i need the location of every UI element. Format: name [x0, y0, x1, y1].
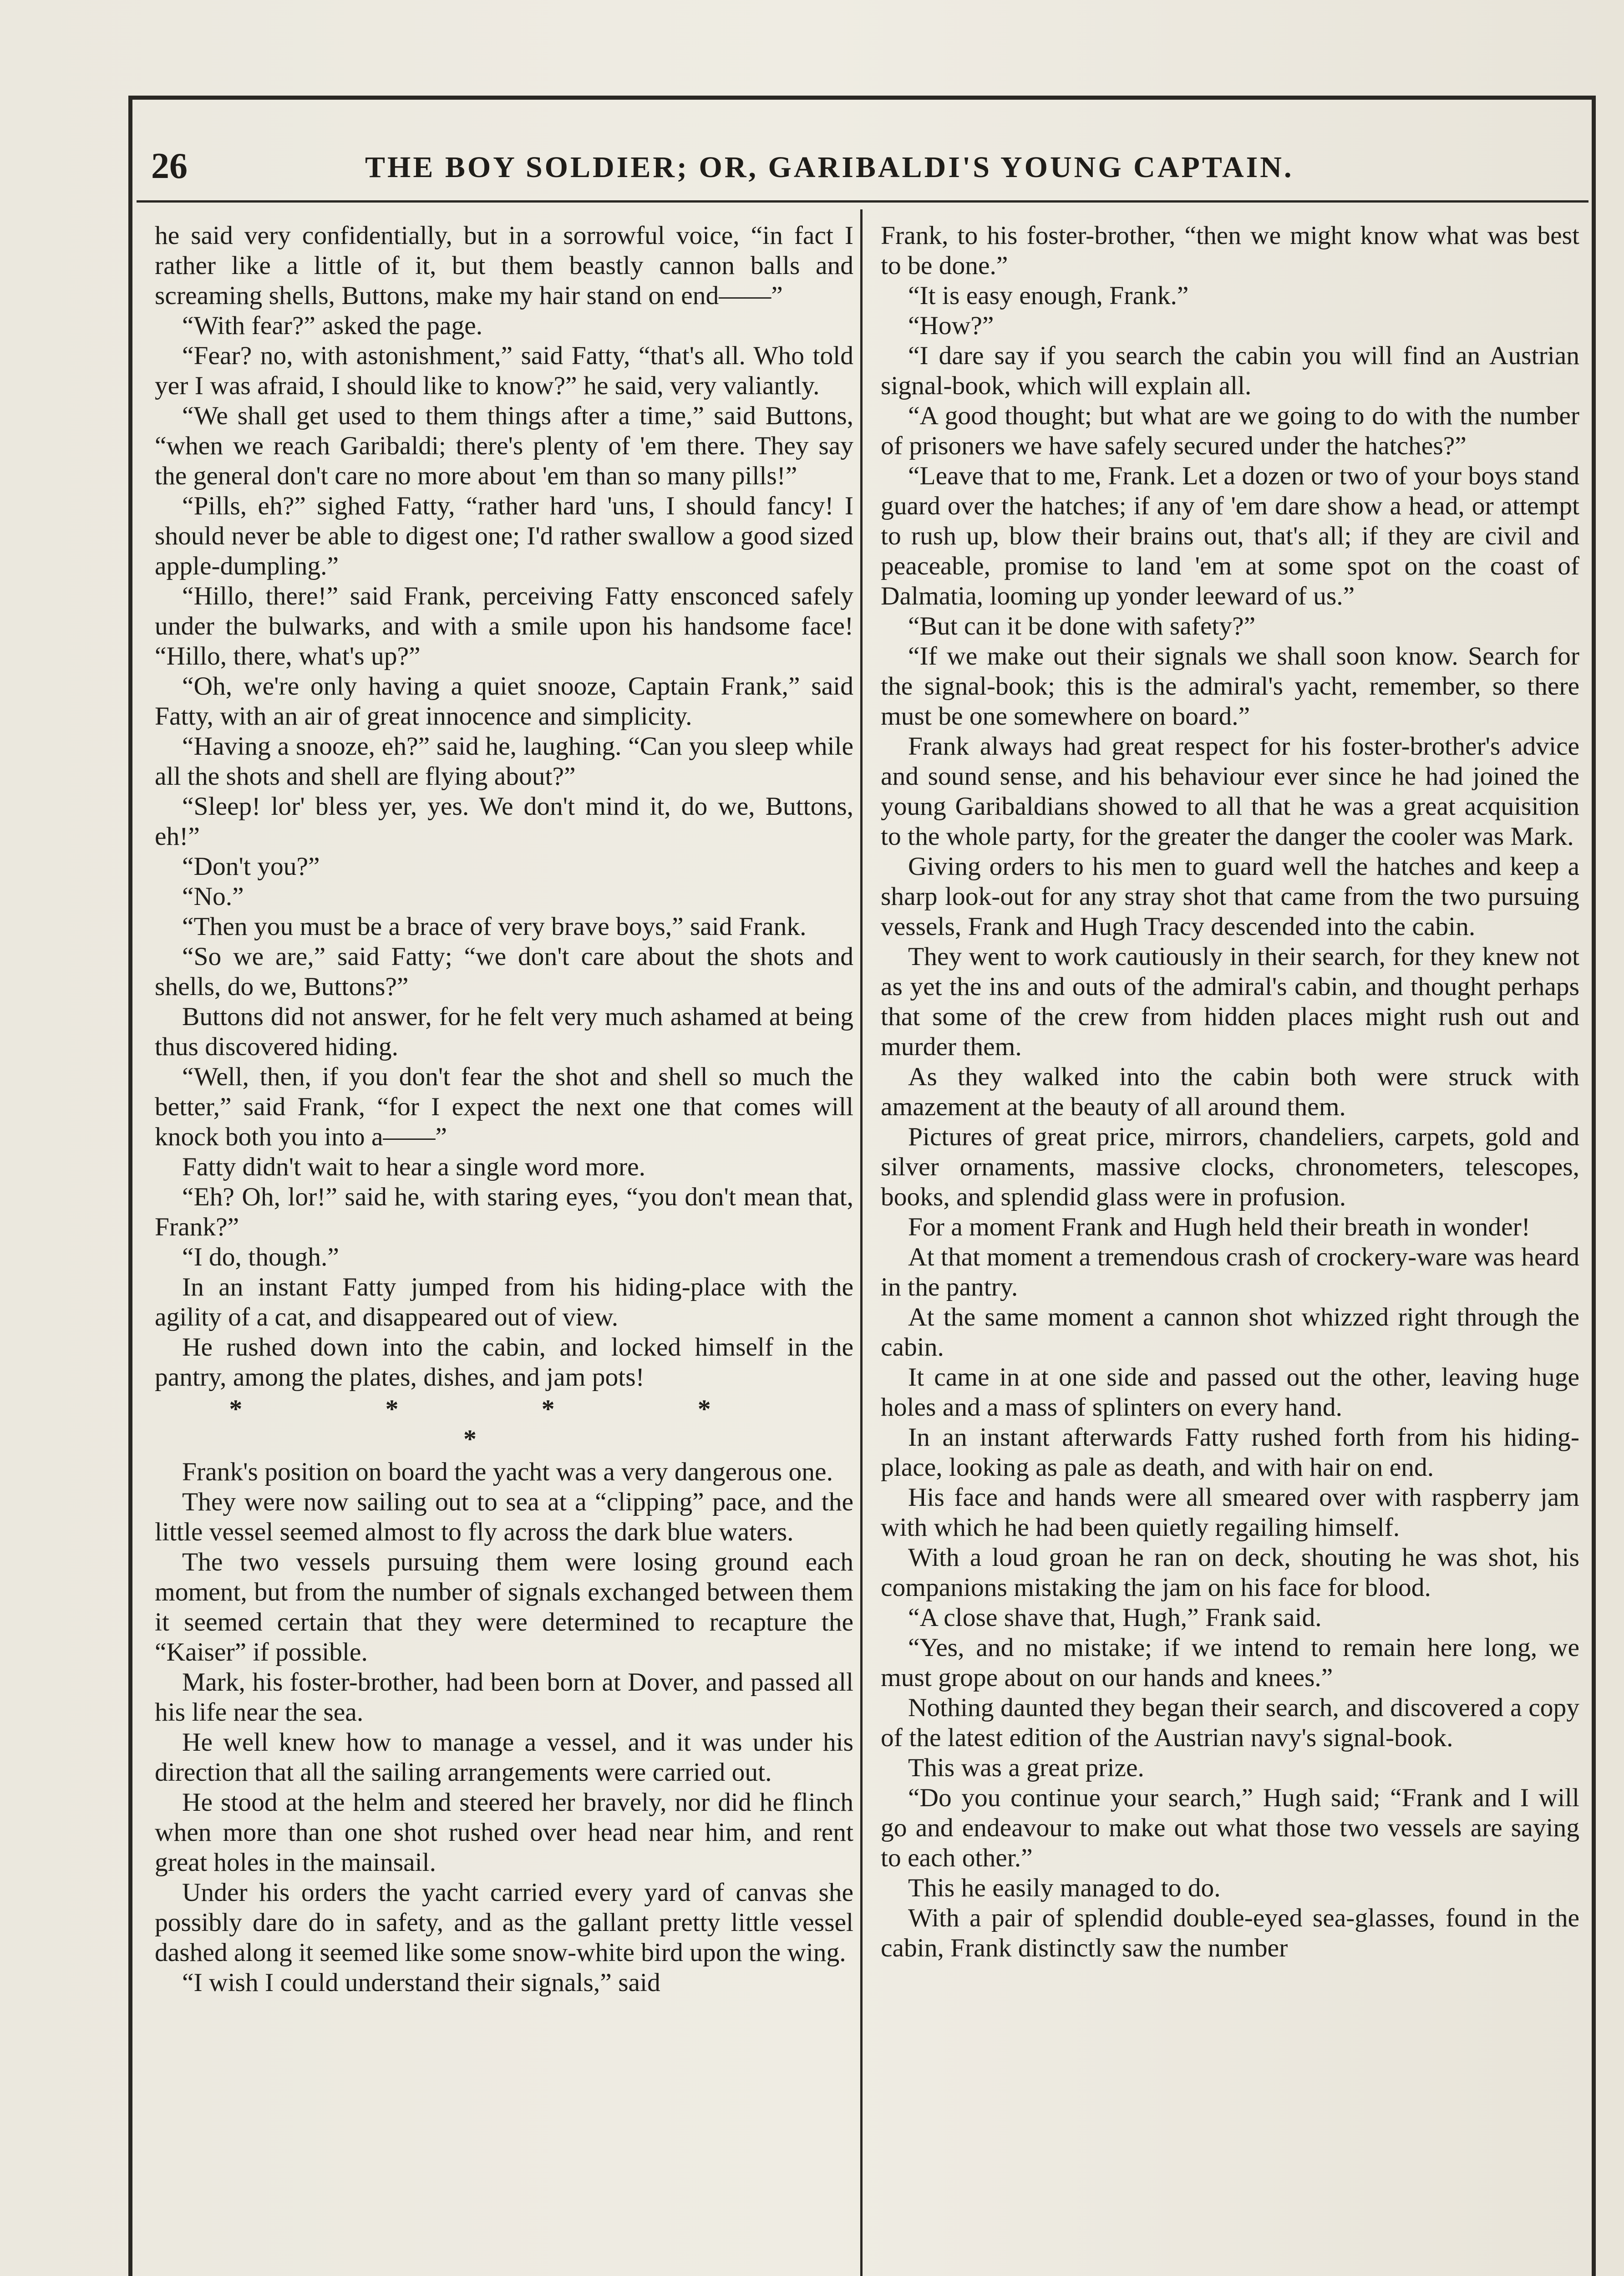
paragraph: Frank, to his foster-brother, “then we might know what was best to be done.” [881, 221, 1579, 280]
paragraph: At the same moment a cannon shot whizzed right through the cabin. [881, 1303, 1579, 1362]
running-title: THE BOY SOLDIER; OR, GARIBALDI'S YOUNG CAPTAIN. [365, 151, 1294, 184]
paragraph: “With fear?” asked the page. [182, 311, 483, 340]
paragraph: Fatty didn't wait to hear a single word more. [182, 1153, 645, 1181]
paragraph: “Yes, and no mistake; if we intend to remain here long, we must grope about on our hands and knees.” [881, 1633, 1579, 1692]
paragraph: It came in at one side and passed out the other, leaving huge holes and a mass of splinters on every hand. [881, 1363, 1579, 1422]
paragraph: He well knew how to manage a vessel, and it was under his direction that all the sailing arrangements were carried out. [155, 1728, 853, 1787]
header-rule [137, 200, 1588, 203]
paragraph: “Leave that to me, Frank. Let a dozen or two of your boys stand guard over the hatches; if any of 'em dare show a head, or attempt to rush up, blow their brains out, that's all; if they are civil and peaceable, promise to land 'em at some spot on the coast of Dalmatia, looming up yonder leeward of us.” [881, 462, 1579, 610]
paragraph: Giving orders to his men to guard well the hatches and keep a sharp look-out for any stray shot that came from the two pursuing vessels, Frank and Hugh Tracy descended into the cabin. [881, 852, 1579, 941]
paragraph: “Then you must be a brace of very brave boys,” said Frank. [182, 912, 807, 941]
paragraph: “Fear? no, with astonishment,” said Fatty, “that's all. Who told yer I was afraid, I should like to know?” he said, very valiantly. [155, 341, 853, 400]
page-number: 26 [151, 146, 188, 186]
paragraph: “A good thought; but what are we going to do with the number of prisoners we have safely secured under the hatches?” [881, 401, 1579, 460]
paragraph: He stood at the helm and steered her bravely, nor did he flinch when more than one shot rushed over head near him, and rent great holes in the mainsail. [155, 1788, 853, 1877]
paragraph: They were now sailing out to sea at a “clipping” pace, and the little vessel seemed almost to fly across the dark blue waters. [155, 1488, 853, 1546]
paragraph: “Oh, we're only having a quiet snooze, Captain Frank,” said Fatty, with an air of great innocence and simplicity. [155, 672, 853, 731]
left-column [155, 221, 853, 2276]
paragraph: “But can it be done with safety?” [908, 612, 1256, 640]
paragraph: “Well, then, if you don't fear the shot and shell so much the better,” said Frank, “for I expect the next one that comes will knock both you into a——” [155, 1062, 853, 1151]
paragraph: With a loud groan he ran on deck, shouting he was shot, his companions mistaking the jam on his face for blood. [881, 1543, 1579, 1602]
paragraph: Buttons did not answer, for he felt very much ashamed at being thus discovered hiding. [155, 1002, 853, 1061]
paragraph: Mark, his foster-brother, had been born at Dover, and passed all his life near the sea. [155, 1668, 853, 1727]
section-break: * * * * * [229, 1395, 779, 1453]
paragraph: His face and hands were all smeared over with raspberry jam with which he had been quietly regailing himself. [881, 1483, 1579, 1542]
paragraph: This was a great prize. [908, 1753, 1144, 1782]
paragraph: With a pair of splendid double-eyed sea-glasses, found in the cabin, Frank distinctly saw the number [881, 1904, 1579, 1962]
paragraph: “Sleep! lor' bless yer, yes. We don't mind it, do we, Buttons, eh!” [155, 792, 853, 851]
paragraph: “Hillo, there!” said Frank, perceiving Fatty ensconced safely under the bulwarks, and with a smile upon his handsome face! “Hillo, there, what's up?” [155, 582, 853, 671]
paragraph: “We shall get used to them things after a time,” said Buttons, “when we reach Garibaldi; there's plenty of 'em there. They say the general don't care no more about 'em than so many pills!” [155, 401, 853, 490]
paragraph: “I wish I could understand their signals,” said [182, 1968, 660, 1997]
column-divider [860, 209, 863, 2276]
paragraph: “Do you continue your search,” Hugh said; “Frank and I will go and endeavour to make out what those two vessels are saying to each other.” [881, 1783, 1579, 1872]
paragraph: “How?” [908, 311, 994, 340]
paragraph: Frank always had great respect for his foster-brother's advice and sound sense, and his behaviour ever since he had joined the young Garibaldians showed to all that he was a great acquisition to the whole party, for the greater the danger the cooler was Mark. [881, 732, 1579, 851]
paragraph: “Pills, eh?” sighed Fatty, “rather hard 'uns, I should fancy! I should never be able to digest one; I'd rather swallow a good sized apple-dumpling.” [155, 492, 853, 580]
paragraph: They went to work cautiously in their search, for they knew not as yet the ins and outs of the admiral's cabin, and thought perhaps that some of the crew from hidden places might rush out and murder them. [881, 942, 1579, 1061]
paragraph: he said very confidentially, but in a sorrowful voice, “in fact I rather like a little of it, but them beastly cannon balls and screaming shells, Buttons, make my hair stand on end——” [155, 221, 853, 310]
paragraph: As they walked into the cabin both were struck with amazement at the beauty of all around them. [881, 1062, 1579, 1121]
paragraph: “No.” [182, 882, 244, 911]
paragraph: “So we are,” said Fatty; “we don't care about the shots and shells, do we, Buttons?” [155, 942, 853, 1001]
paragraph: “Don't you?” [182, 852, 320, 881]
paragraph: “I dare say if you search the cabin you will find an Austrian signal-book, which will explain all. [881, 341, 1579, 400]
paragraph: He rushed down into the cabin, and locked himself in the pantry, among the plates, dishes, and jam pots! [155, 1333, 853, 1392]
right-column [881, 221, 1579, 2276]
paragraph: At that moment a tremendous crash of crockery-ware was heard in the pantry. [881, 1243, 1579, 1301]
paragraph: In an instant afterwards Fatty rushed forth from his hiding-place, looking as pale as death, and with hair on end. [881, 1423, 1579, 1482]
paragraph: For a moment Frank and Hugh held their breath in wonder! [908, 1213, 1530, 1241]
paragraph: “Having a snooze, eh?” said he, laughing. “Can you sleep while all the shots and shell are flying about?” [155, 732, 853, 791]
paragraph: Under his orders the yacht carried every yard of canvas she possibly dare do in safety, and as the gallant pretty little vessel dashed along it seemed like some snow-white bird upon the wing. [155, 1878, 853, 1967]
paragraph: Nothing daunted they began their search, and discovered a copy of the latest edition of the Austrian navy's signal-book. [881, 1693, 1579, 1752]
paragraph: Frank's position on board the yacht was a very dangerous one. [182, 1458, 833, 1486]
paragraph: This he easily managed to do. [908, 1874, 1221, 1902]
paragraph: In an instant Fatty jumped from his hiding-place with the agility of a cat, and disappeared out of view. [155, 1273, 853, 1331]
paragraph: “I do, though.” [182, 1243, 339, 1271]
paragraph: “Eh? Oh, lor!” said he, with staring eyes, “you don't mean that, Frank?” [155, 1183, 853, 1241]
paragraph: “If we make out their signals we shall soon know. Search for the signal-book; this is the admiral's yacht, remember, so there must be one somewhere on board.” [881, 642, 1579, 731]
paragraph: “It is easy enough, Frank.” [908, 281, 1189, 310]
paragraph: “A close shave that, Hugh,” Frank said. [908, 1603, 1322, 1632]
paragraph: The two vessels pursuing them were losing ground each moment, but from the number of signals exchanged between them it seemed certain that they were determined to recapture the “Kaiser” if possible. [155, 1548, 853, 1666]
paragraph: Pictures of great price, mirrors, chandeliers, carpets, gold and silver ornaments, massive clocks, chronometers, telescopes, books, and splendid glass were in profusion. [881, 1123, 1579, 1211]
page-header [128, 137, 1596, 205]
